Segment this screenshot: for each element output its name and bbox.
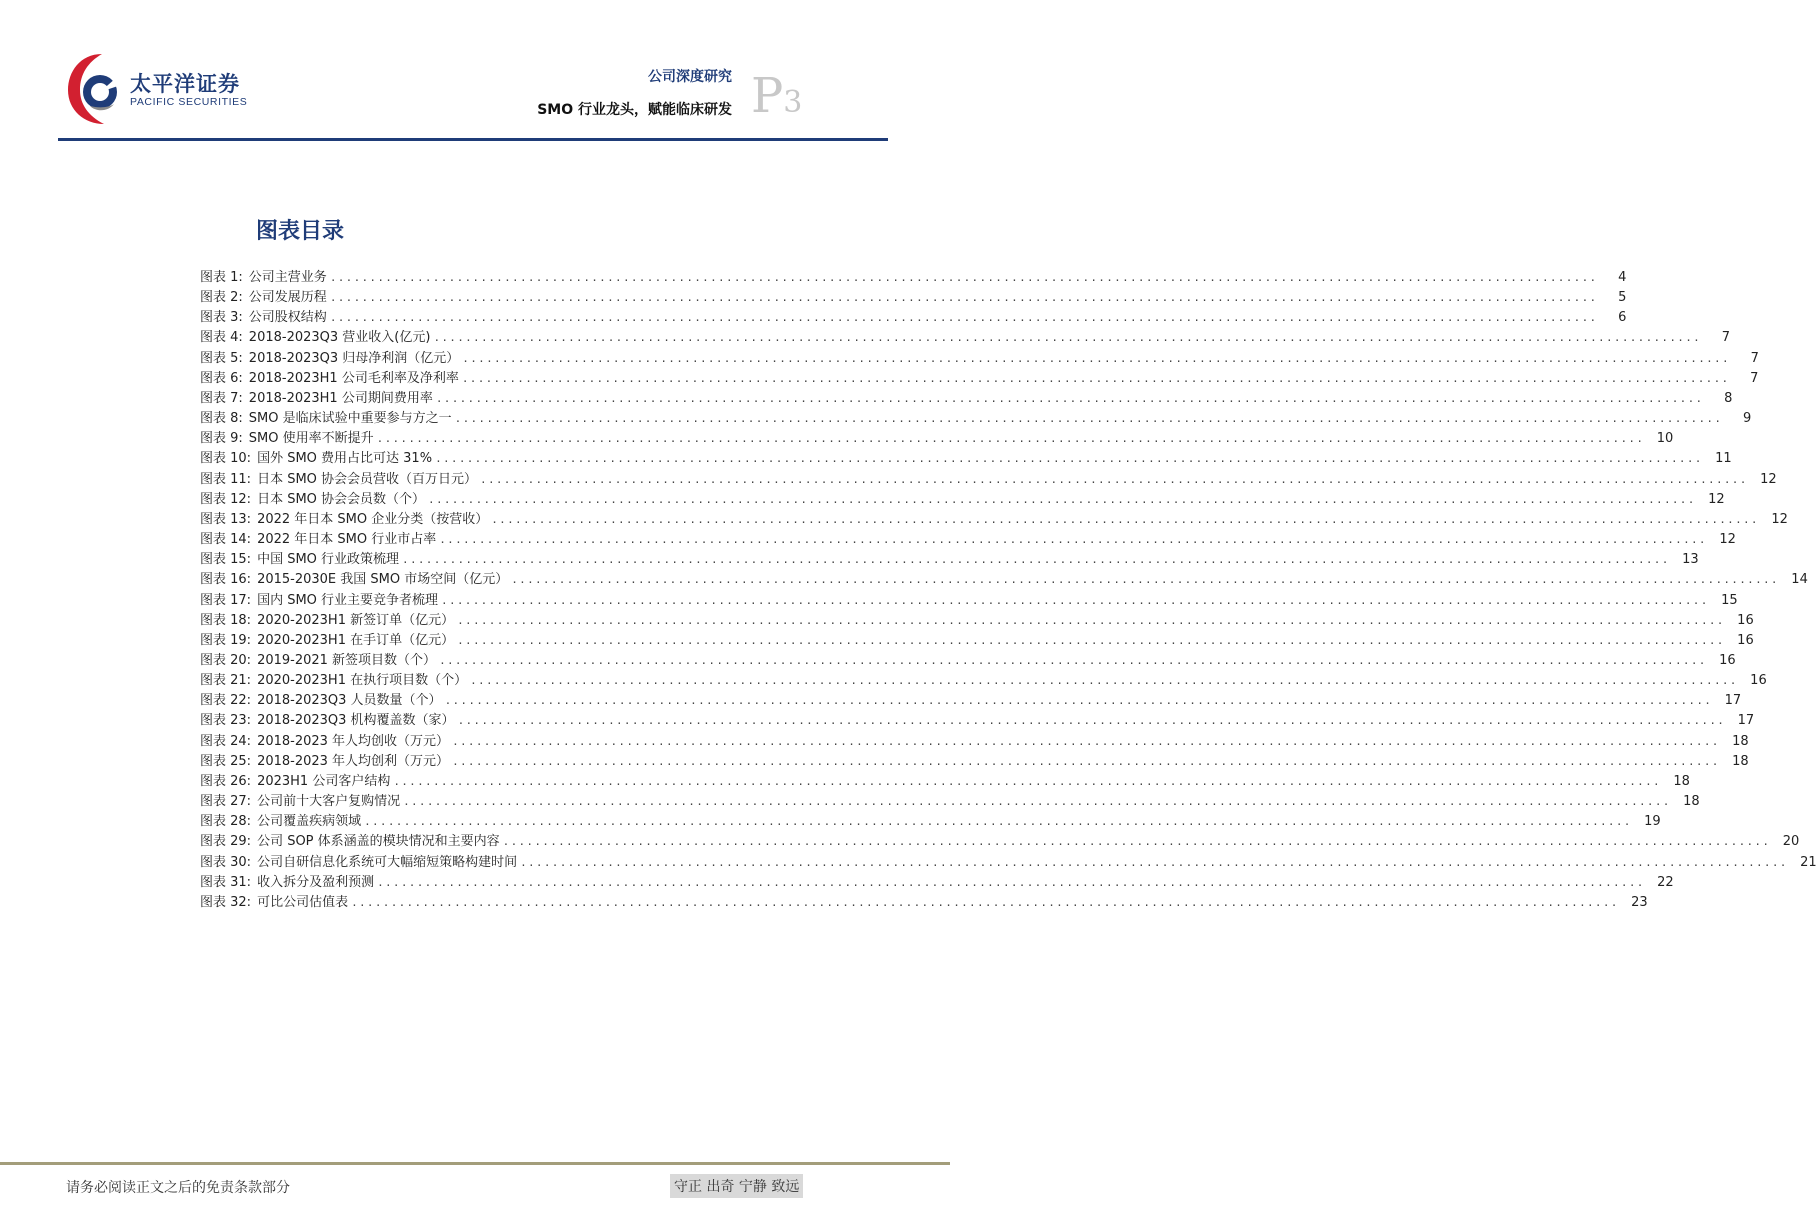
toc-entry-label: 图表 3: (200, 310, 243, 326)
toc-entry[interactable] (200, 651, 1736, 671)
toc-entry-page: 12 (1771, 511, 1788, 527)
toc-entry-label: 图表 11: (200, 471, 252, 487)
toc-entry-leader-dots: ................................................................................................................................................................ (491, 512, 1759, 526)
toc-entry[interactable] (200, 449, 1732, 469)
toc-entry-page: 9 (1742, 411, 1752, 427)
toc-entry-leader-dots: ................................................................................................................................................................ (441, 593, 1709, 607)
toc-entry-page: 8 (1724, 390, 1733, 406)
toc-entry[interactable] (200, 470, 1777, 490)
toc-entry-page: 11 (1715, 451, 1732, 467)
toc-entry-leader-dots: ................................................................................................................................................................ (480, 472, 1748, 486)
footer-motto: 守正 出奇 宁静 致远 (670, 1174, 803, 1198)
toc-entry-leader-dots: ................................................................................................................................................................ (428, 492, 1696, 506)
toc-entry-page: 12 (1708, 491, 1725, 507)
toc-entry-title: 日本 SMO 协会会员数（个） (257, 491, 426, 507)
toc-entry-label: 图表 21: (200, 673, 252, 689)
toc-entry-page: 16 (1737, 632, 1754, 648)
toc-entry-leader-dots: ................................................................................................................................................................ (329, 291, 1598, 305)
toc-entry-label: 图表 19: (200, 632, 252, 648)
page-prefix: P (751, 68, 784, 124)
toc-entry-page: 4 (1618, 270, 1627, 285)
toc-entry-leader-dots: ................................................................................................................................................................ (457, 714, 1726, 728)
toc-entry-title: 2019-2021 新签项目数（个） (257, 652, 437, 668)
toc-entry[interactable] (200, 328, 1731, 348)
toc-entry-label: 图表 2: (200, 290, 243, 306)
toc-entry-label: 图表 27: (200, 794, 252, 810)
toc-entry[interactable] (200, 570, 1808, 590)
toc-entry-page: 18 (1673, 773, 1690, 789)
footer-divider (0, 1162, 950, 1165)
toc-entry-page: 5 (1618, 290, 1627, 306)
toc-entry-label: 图表 22: (200, 693, 252, 709)
toc-entry-page: 16 (1719, 652, 1736, 668)
toc-entry-leader-dots: ................................................................................................................................................................ (462, 351, 1730, 365)
toc-entry-page: 19 (1644, 814, 1661, 830)
toc-entry-label: 图表 17: (200, 592, 252, 608)
toc-entry-label: 图表 14: (200, 532, 252, 548)
toc-entry-page: 16 (1737, 612, 1754, 628)
toc-entry-page: 16 (1750, 673, 1767, 689)
toc-entry-page: 7 (1750, 350, 1759, 366)
toc-entry-title: 2023H1 公司客户结构 (257, 773, 391, 789)
logo-english-name: PACIFIC SECURITIES (130, 96, 248, 108)
toc-entry-title: 2020-2023H1 新签订单（亿元） (257, 612, 455, 628)
toc-entry-title: 2015-2030E 我国 SMO 市场空间（亿元） (257, 572, 509, 588)
toc-entry[interactable] (200, 510, 1788, 530)
toc-entry[interactable] (200, 490, 1725, 510)
page-number (751, 68, 803, 124)
toc-entry-title: 公司覆盖疾病领域 (257, 814, 362, 830)
toc-entry-label: 图表 15: (200, 552, 252, 568)
toc-entry[interactable] (200, 832, 1800, 852)
toc-entry-label: 图表 25: (200, 753, 252, 769)
report-title: SMO 行业龙头，赋能临床研发 (537, 102, 732, 118)
toc-entry-title: 公司股权结构 (248, 310, 327, 326)
toc-entry-page: 18 (1732, 733, 1749, 749)
toc-entry-leader-dots: ................................................................................................................................................................ (435, 391, 1704, 405)
toc-entry[interactable] (200, 349, 1759, 369)
toc-entry-label: 图表 18: (200, 612, 252, 628)
toc-entry-leader-dots: ................................................................................................................................................................ (439, 533, 1707, 547)
toc-entry-label: 图表 12: (200, 491, 252, 507)
toc-entry-label: 图表 13: (200, 511, 252, 527)
toc-entry-title: 2018-2023H1 公司期间费用率 (248, 390, 433, 406)
toc-entry-label: 图表 7: (200, 390, 243, 406)
toc-entry-title: 公司前十大客户复购情况 (257, 794, 401, 810)
toc-entry-leader-dots: ................................................................................................................................................................ (452, 734, 1720, 748)
toc-entry-label: 图表 5: (200, 350, 243, 366)
toc-entry-title: 公司主营业务 (248, 270, 327, 285)
toc-entry-leader-dots: ................................................................................................................................................................ (351, 895, 1619, 909)
toc-entry-leader-dots: ................................................................................................................................................................ (470, 674, 1738, 688)
toc-entry-title: SMO 使用率不断提升 (248, 431, 374, 447)
toc-entry-title: 中国 SMO 行业政策梳理 (257, 552, 400, 568)
toc-entry-title: 2018-2023Q3 机构覆盖数（家） (257, 713, 455, 729)
toc-entry-leader-dots: ................................................................................................................................................................ (454, 412, 1723, 426)
toc-entry-leader-dots: ................................................................................................................................................................ (376, 432, 1645, 446)
toc-entry-leader-dots: ................................................................................................................................................................ (520, 855, 1788, 869)
toc-entry[interactable] (200, 288, 1627, 308)
toc-entry[interactable] (200, 631, 1754, 651)
header-divider (58, 138, 888, 141)
toc-entry-label: 图表 31: (200, 874, 252, 890)
toc-entry-title: 2022 年日本 SMO 企业分类（按营收） (257, 511, 489, 527)
toc-heading: 图表目录 (256, 219, 345, 244)
toc-entry-title: 国外 SMO 费用占比可达 31% (257, 451, 433, 467)
pacific-securities-logo-icon (66, 50, 128, 126)
toc-entry-page: 7 (1750, 370, 1759, 386)
toc-entry-leader-dots: ................................................................................................................................................................ (329, 311, 1598, 325)
toc-entry[interactable] (200, 772, 1690, 792)
toc-entry-leader-dots: ................................................................................................................................................................ (403, 795, 1671, 809)
toc-entry-leader-dots: ................................................................................................................................................................ (502, 835, 1771, 849)
toc-entry[interactable] (200, 853, 1817, 873)
toc-entry[interactable] (200, 732, 1749, 752)
toc-entry-title: 2018-2023 年人均创利（万元） (257, 753, 450, 769)
toc-entry-title: 2018-2023H1 公司毛利率及净利率 (248, 370, 459, 386)
toc-entry-label: 图表 4: (200, 330, 243, 346)
toc-entry[interactable] (200, 591, 1738, 611)
toc-entry-leader-dots: ................................................................................................................................................................ (439, 653, 1707, 667)
toc-entry-title: 可比公司估值表 (257, 894, 349, 910)
toc-entry-page: 18 (1683, 794, 1700, 810)
toc-entry-leader-dots: ................................................................................................................................................................ (457, 613, 1725, 627)
toc-entry-title: 2018-2023Q3 归母净利润（亿元） (248, 350, 460, 366)
toc-entry-page: 6 (1618, 310, 1627, 326)
toc-entry-page: 12 (1719, 532, 1736, 548)
toc-entry-label: 图表 9: (200, 431, 243, 447)
toc-entry-page: 12 (1760, 471, 1777, 487)
toc-entry-label: 图表 30: (200, 854, 252, 870)
toc-entry-title: 公司 SOP 体系涵盖的模块情况和主要内容 (257, 834, 500, 850)
toc-entry-leader-dots: ................................................................................................................................................................ (435, 452, 1703, 466)
toc-entry-label: 图表 23: (200, 713, 252, 729)
toc-entry-page: 13 (1682, 552, 1699, 568)
toc-entry[interactable] (200, 268, 1627, 288)
toc-entry-page: 15 (1721, 592, 1738, 608)
toc-entry-leader-dots: ................................................................................................................................................................ (511, 573, 1779, 587)
toc-entry-title: 公司发展历程 (248, 290, 327, 306)
toc-entry[interactable] (200, 308, 1627, 328)
toc-entry-title: 2020-2023H1 在执行项目数（个） (257, 673, 468, 689)
toc-entry-page: 14 (1791, 572, 1808, 588)
toc-entry-title: 国内 SMO 行业主要竞争者梳理 (257, 592, 439, 608)
toc-entry-leader-dots: ................................................................................................................................................................ (452, 754, 1720, 768)
toc-entry-leader-dots: ................................................................................................................................................................ (461, 371, 1730, 385)
toc-entry-title: 收入拆分及盈利预测 (257, 874, 375, 890)
toc-entry[interactable] (200, 530, 1736, 550)
toc-entry[interactable] (200, 369, 1759, 389)
toc-entry[interactable] (200, 873, 1674, 893)
toc-entry-leader-dots: ................................................................................................................................................................ (329, 271, 1598, 284)
toc-entry[interactable] (200, 893, 1648, 913)
toc-entry[interactable] (200, 611, 1754, 631)
toc-entry[interactable] (200, 812, 1661, 832)
toc-entry-title: 2022 年日本 SMO 行业市占率 (257, 532, 437, 548)
footer-disclaimer: 请务必阅读正文之后的免责条款部分 (66, 1180, 290, 1196)
toc-entry[interactable] (200, 429, 1674, 449)
toc-entry-title: 2018-2023 年人均创收（万元） (257, 733, 450, 749)
toc-entry-title: 2020-2023H1 在手订单（亿元） (257, 632, 455, 648)
toc-entry-leader-dots: ................................................................................................................................................................ (444, 694, 1713, 708)
toc-entry-leader-dots: ................................................................................................................................................................ (433, 331, 1702, 345)
figure-list (200, 268, 1817, 913)
toc-entry[interactable] (200, 691, 1742, 711)
toc-entry-label: 图表 32: (200, 894, 252, 910)
toc-entry-leader-dots: ................................................................................................................................................................ (402, 553, 1670, 567)
toc-entry-page: 21 (1800, 854, 1817, 870)
toc-entry-label: 图表 20: (200, 652, 252, 668)
toc-entry-label: 图表 26: (200, 773, 252, 789)
toc-entry-label: 图表 24: (200, 733, 252, 749)
toc-entry-title: 2018-2023Q3 营业收入(亿元) (248, 330, 431, 346)
toc-entry[interactable] (200, 792, 1700, 812)
toc-entry-page: 7 (1721, 330, 1731, 346)
toc-entry[interactable] (200, 409, 1752, 429)
toc-entry-page: 23 (1631, 894, 1648, 910)
toc-entry-label: 图表 29: (200, 834, 252, 850)
company-logo (66, 50, 256, 126)
toc-entry-title: 公司自研信息化系统可大幅缩短策略构建时间 (257, 854, 518, 870)
toc-entry-label: 图表 10: (200, 451, 252, 467)
toc-entry[interactable] (200, 752, 1749, 772)
toc-entry-page: 17 (1724, 693, 1742, 709)
toc-entry-leader-dots: ................................................................................................................................................................ (364, 815, 1632, 829)
toc-entry-title: 日本 SMO 协会会员营收（百万日元） (257, 471, 478, 487)
toc-entry[interactable] (200, 711, 1755, 731)
toc-entry-page: 18 (1732, 753, 1749, 769)
toc-entry-page: 17 (1737, 713, 1755, 729)
toc-entry-label: 图表 28: (200, 814, 252, 830)
toc-entry-label: 图表 6: (200, 370, 243, 386)
toc-entry-label: 图表 8: (200, 411, 243, 427)
toc-entry-page: 10 (1656, 431, 1674, 447)
toc-entry-page: 20 (1782, 834, 1800, 850)
toc-entry[interactable] (200, 389, 1733, 409)
toc-entry-title: 2018-2023Q3 人员数量（个） (257, 693, 442, 709)
logo-chinese-name: 太平洋证券 (130, 72, 240, 96)
page-number-value: 3 (783, 85, 803, 120)
toc-entry-leader-dots: ................................................................................................................................................................ (377, 875, 1645, 889)
toc-entry[interactable] (200, 671, 1767, 691)
toc-entry-label: 图表 16: (200, 572, 252, 588)
toc-entry[interactable] (200, 550, 1699, 570)
toc-entry-page: 22 (1657, 874, 1674, 890)
toc-entry-leader-dots: ................................................................................................................................................................ (393, 774, 1661, 788)
report-type: 公司深度研究 (648, 69, 732, 85)
toc-entry-title: SMO 是临床试验中重要参与方之一 (248, 411, 452, 427)
toc-entry-leader-dots: ................................................................................................................................................................ (457, 633, 1725, 647)
toc-entry-label: 图表 1: (200, 270, 243, 285)
